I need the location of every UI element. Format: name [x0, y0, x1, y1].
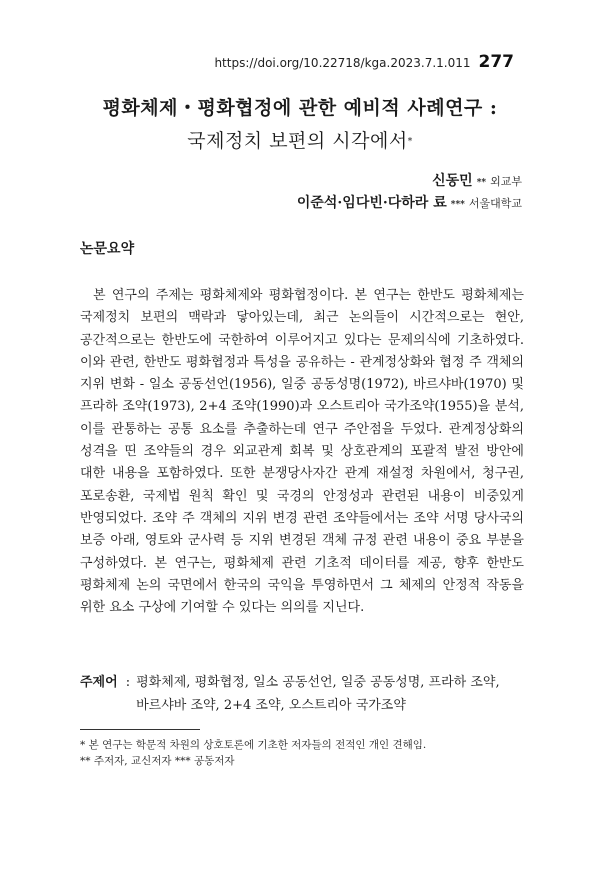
footnote-marker: * — [407, 137, 413, 147]
footnote-item: * 본 연구는 학문적 차원의 상호토론에 기초한 저자들의 전적인 개인 견해임. — [80, 739, 427, 751]
paper-title: 평화체제・평화협정에 관한 예비적 사례연구 : — [102, 97, 498, 119]
footnote-divider — [80, 729, 200, 730]
keywords-list: 평화체제, 평화협정, 일소 공동선언, 일중 공동성명, 프라하 조약, 바르샤바 조약, 2+4 조약, 오스트리아 국가조약 — [136, 675, 500, 713]
abstract-body: 본 연구의 주제는 평화체제와 평화협정이다. 본 연구는 한반도 평화체제는 국제정치 보편의 맥락과 닿아있는데, 최근 논의들이 시간적으로는 현안, 공간적으로는 한반도에 국한하여 이루어지고 있다는 문제의식에 기초하였다. 이와 관련, 한반도 평화협정과 특성을 공유하는 - 관계정상화와 협정 주 객체의 지위 변화 - 일소 공동선언(1956), 일중 공동성명(1972), 바르샤바(1970) 및 프라하 조약(1973), 2+4 조약(1990)과 오스트리아 국가조약(1955)을 분석, 이를 관통하는 공통 요소를 추출하는데 연구 주안점을 두었다. 관계정상화의 성격을 띤 조약들의 경우 외교관계 회복 및 상호관계의 포괄적 발전 방안에 대한 내용을 포함하였다. 또한 분쟁당사자간 관계 재설정 차원에서, 청구권, 포로송환, 국제법 원칙 확인 및 국경의 안정성과 관련된 내용이 비중있게 반영되었다. 조약 주 객체의 지위 변경 관련 조약들에서는 조약 서명 당사국의 보증 아래, 영토와 군사력 등 지위 변경된 객체 규정 관련 내용이 중요 부분을 구성하였다. 본 연구는, 평화체제 관련 기초적 데이터를 제공, 향후 한반도 평화체제 논의 국면에서 한국의 국익을 투영하면서 그 체제의 안정적 작동을 위한 요소 구상에 기여할 수 있다는 의의를 지닌다. — [80, 288, 524, 616]
footnotes — [80, 737, 530, 769]
author-name: 이준석·임다빈·다하라 료 — [296, 195, 447, 211]
paper-subtitle — [0, 126, 600, 153]
author-line-1 — [432, 170, 522, 190]
footnote-item: ** 주저자, 교신저자 *** 공동저자 — [80, 755, 235, 767]
keywords-separator: : — [125, 675, 131, 690]
author-mark: *** — [450, 200, 465, 210]
author-affiliation: 외교부 — [490, 175, 522, 188]
author-mark: ** — [476, 178, 487, 188]
keywords-block — [80, 671, 530, 717]
running-header — [214, 52, 514, 72]
keywords-label: 주제어 — [80, 675, 118, 690]
page-number: 277 — [478, 52, 514, 72]
doi-link[interactable]: https://doi.org/10.22718/kga.2023.7.1.011 — [214, 56, 471, 70]
author-affiliation: 서울대학교 — [468, 197, 522, 210]
abstract-heading: 논문요약 — [80, 241, 135, 257]
author-name: 신동민 — [432, 173, 473, 189]
subtitle-text: 국제정치 보편의 시각에서 — [187, 130, 408, 152]
author-line-2 — [297, 192, 522, 212]
